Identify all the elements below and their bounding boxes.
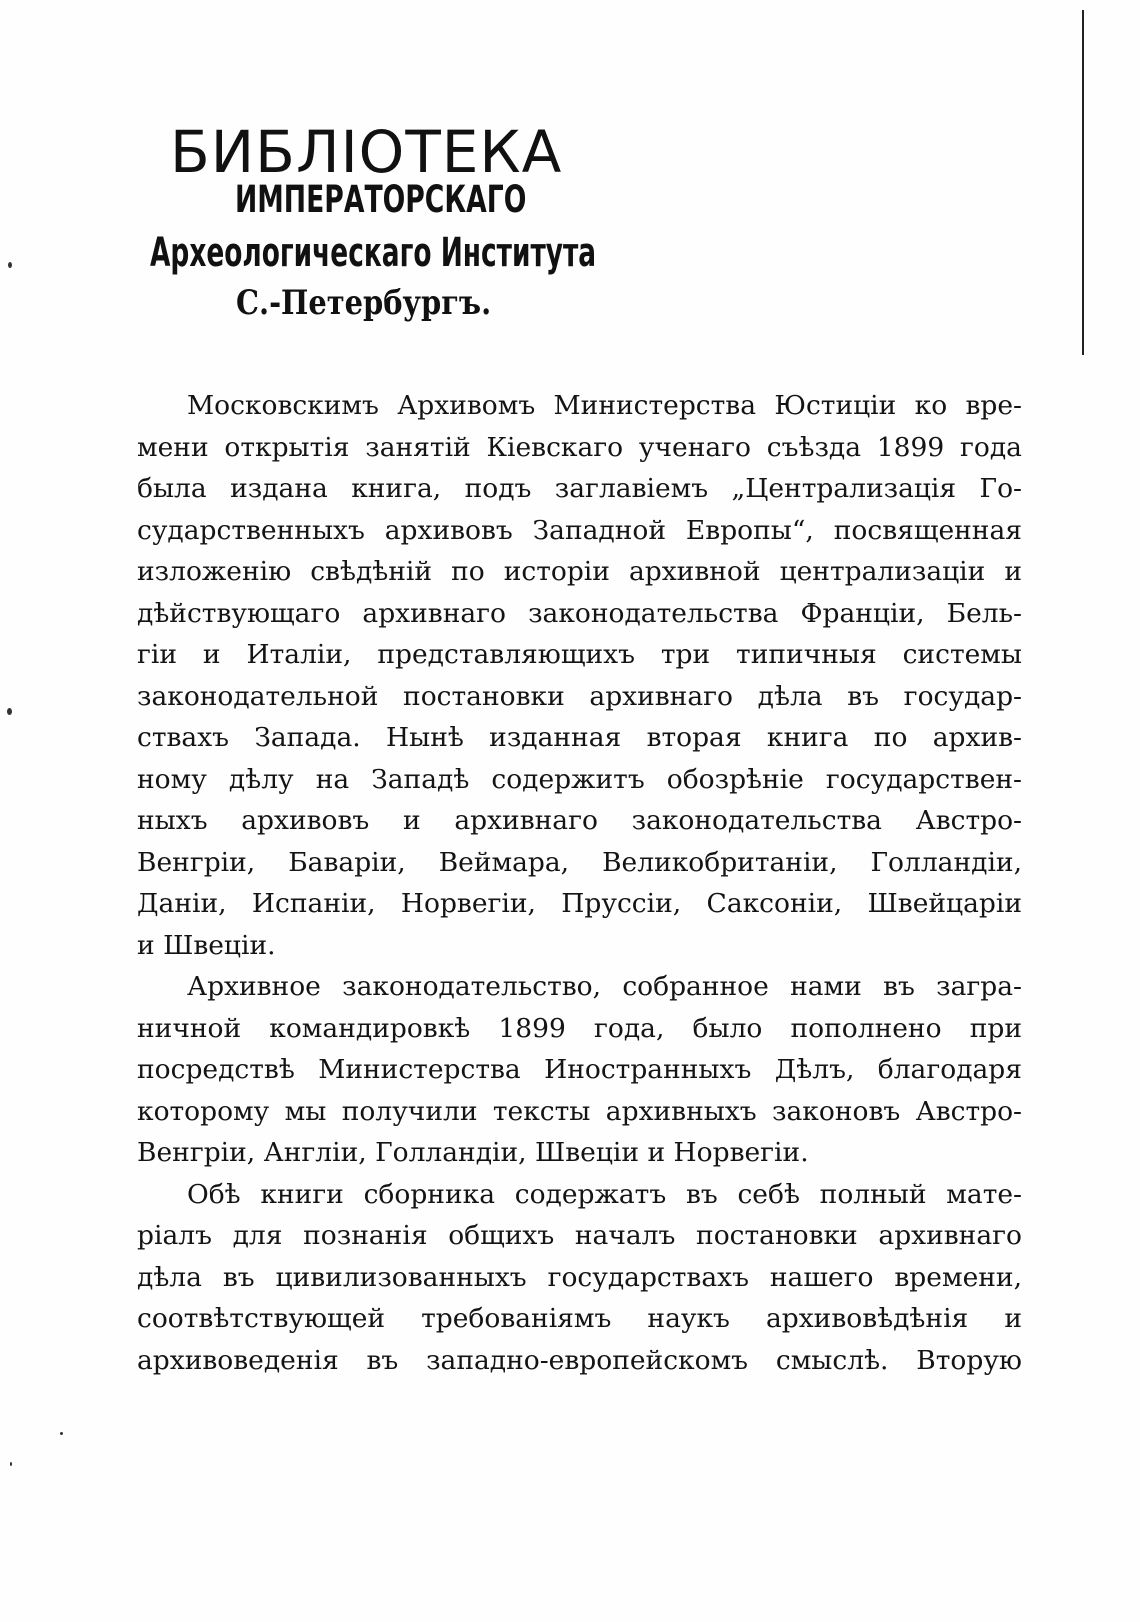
text-line: изложенію свѣдѣній по исторіи архивной централизаціи и [137,556,1022,587]
text-line: законодательной постановки архивнаго дѣла въ государ- [137,680,1022,712]
text-line: ствахъ Запада. Нынѣ изданная вторая книга по архив- [137,722,1022,753]
text-line: Даніи, Испаніи, Норвегіи, Пруссіи, Саксоніи, Швейцаріи [137,888,1022,919]
text-line: ріалъ для познанія общихъ началъ постановки архивнаго [137,1220,1022,1251]
text-line: Обѣ книги сборника содержатъ въ себѣ полный мате- [187,1178,1022,1210]
paragraph [137,1174,1022,1382]
text-line: гіи и Италіи, представляющихъ три типичныя системы [137,639,1022,670]
text-line: Архивное законодательство, собранное нами въ загра- [187,971,1022,1002]
scan-speck [60,1432,63,1435]
text-line: которому мы получили тексты архивныхъ законовъ Австро- [137,1095,1022,1127]
scan-speck [10,1462,12,1466]
text-line: ныхъ архивовъ и архивнаго законодательства Австро- [137,805,1022,836]
body-text [137,385,1022,1381]
text-line: Венгріи, Англіи, Голландіи, Швеціи и Норвегіи. [137,1137,809,1168]
text-line: была издана книга, подъ заглавіемъ „Централизація Го- [137,473,1022,504]
stamp-city: С.-Петербургъ. [236,283,492,323]
text-line: мени открытія занятій Кіевскаго ученаго съѣзда 1899 года [137,431,1022,463]
text-line: ничной командировкѣ 1899 года, было пополнено при [137,1012,1022,1044]
paragraph [137,385,1022,966]
text-line: ному дѣлу на Западѣ содержитъ обозрѣніе государствен- [137,763,1022,795]
scan-speck [8,262,12,268]
text-line: дѣла въ цивилизованныхъ государствахъ нашего времени, [137,1261,1022,1293]
text-line: посредствѣ Министерства Иностранныхъ Дѣлъ, благодаря [137,1054,1022,1085]
text-line: и Швеціи. [137,929,276,961]
text-line: дѣйствующаго архивнаго законодательства Франціи, Бель- [137,597,1022,629]
stamp-line-3: Археологическаго Института [150,230,597,276]
text-line: соотвѣтствующей требованіямъ наукъ архивовѣдѣнія и [137,1303,1022,1334]
text-line: архивоведенія въ западно-европейскомъ смыслѣ. Вторую [137,1344,1022,1376]
paragraph [137,966,1022,1174]
scan-border-line [1082,10,1084,355]
stamp-line-2: ИМПЕРАТОРСКАГО [235,178,527,221]
scan-speck [7,708,12,715]
text-line: Московскимъ Архивомъ Министерства Юстиціи ко вре- [187,390,1022,421]
stamp-title: БИБЛІОТЕКА [170,118,563,186]
text-line: сударственныхъ архивовъ Западной Европы“, посвященная [137,514,1022,546]
text-line: Венгріи, Баваріи, Веймара, Великобританіи, Голландіи, [137,846,1022,878]
